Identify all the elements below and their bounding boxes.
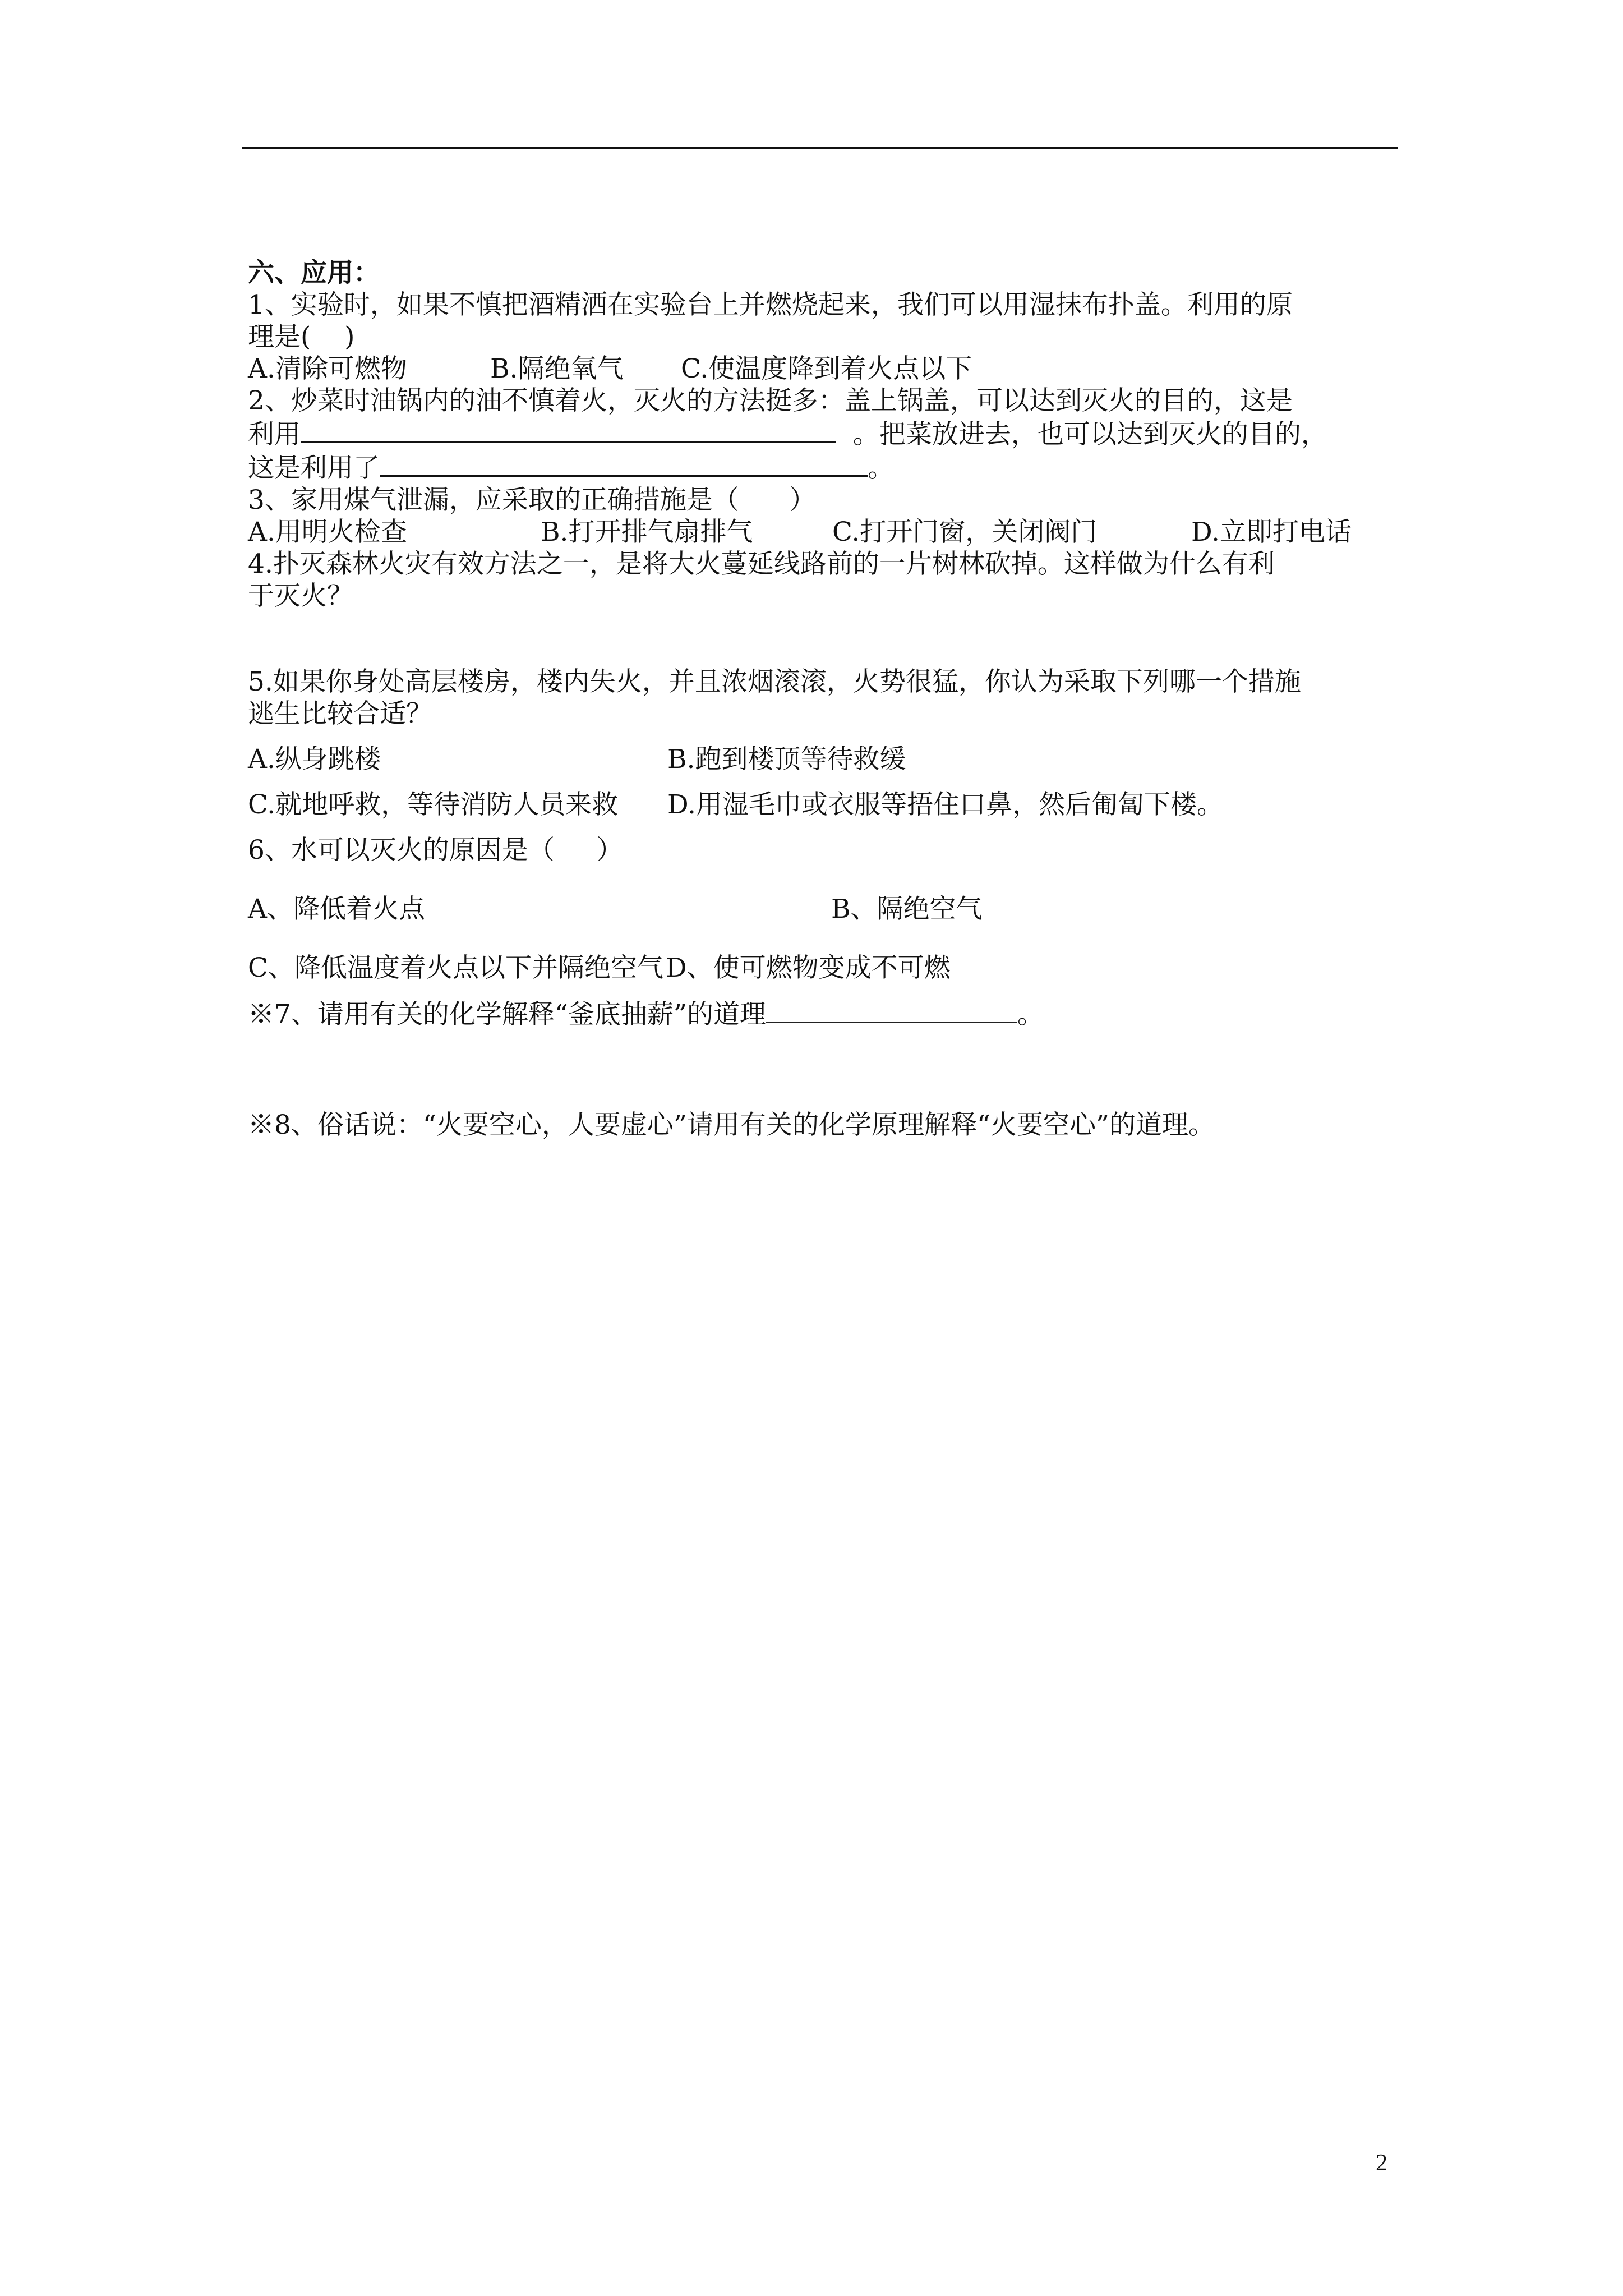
question-6 xyxy=(248,834,1398,984)
question-3-options xyxy=(248,516,1398,548)
question-6-option-b: B、隔绝空气 xyxy=(831,894,983,924)
question-5-option-a: A.纵身跳楼 xyxy=(248,744,381,775)
question-5 xyxy=(248,666,1398,821)
question-5-options-row-1 xyxy=(248,743,1398,775)
answer-space-4 xyxy=(248,612,1398,666)
question-2-line-3 xyxy=(248,450,1398,484)
question-6-option-a: A、降低着火点 xyxy=(248,894,425,924)
question-1-line-2: 理是( ) xyxy=(248,321,355,352)
worksheet-content xyxy=(248,257,1398,1141)
question-2-line-2-suffix: 。把菜放进去，也可以达到灭火的目的， xyxy=(852,419,1327,450)
question-1-option-c: C.使温度降到着火点以下 xyxy=(681,353,972,384)
question-7 xyxy=(248,997,1398,1030)
answer-blank-7[interactable] xyxy=(766,997,1017,1023)
question-1-option-b: B.隔绝氧气 xyxy=(490,353,624,384)
page-number: 2 xyxy=(1376,2150,1387,2176)
question-3-option-d: D.立即打电话 xyxy=(1191,517,1352,547)
question-4-line-1: 4.扑灭森林火灾有效方法之一，是将大火蔓延线路前的一片树林砍掉。这样做为什么有利 xyxy=(248,549,1275,579)
question-6-options-row-2 xyxy=(248,952,1398,984)
answer-space-7 xyxy=(248,1030,1398,1109)
section-title: 六、应用： xyxy=(248,257,380,288)
question-7-suffix: 。 xyxy=(1017,999,1044,1030)
question-4 xyxy=(248,548,1398,612)
question-7-prefix: ※7、请用有关的化学解释“釜底抽薪”的道理 xyxy=(248,999,766,1030)
question-5-option-c: C.就地呼救，等待消防人员来救 xyxy=(248,789,619,820)
question-1-options xyxy=(248,353,1398,385)
question-3-option-b: B.打开排气扇排气 xyxy=(541,517,753,547)
question-3-option-a: A.用明火检查 xyxy=(248,517,407,547)
answer-blank-2a[interactable] xyxy=(301,417,836,443)
question-2-line-3-prefix: 这是利用了 xyxy=(248,453,380,484)
question-1-line-1: 1、实验时，如果不慎把酒精洒在实验台上并燃烧起来，我们可以用湿抹布扑盖。利用的原 xyxy=(248,289,1293,320)
question-8: ※8、俗话说：“火要空心，人要虚心”请用有关的化学原理解释“火要空心”的道理。 xyxy=(248,1110,1215,1140)
header-rule xyxy=(242,147,1398,149)
question-5-option-b: B.跑到楼顶等待救缓 xyxy=(667,744,906,775)
question-2-line-2-prefix: 利用 xyxy=(248,419,301,450)
question-1 xyxy=(248,289,1398,385)
question-3-line-1: 3、家用煤气泄漏，应采取的正确措施是（ ） xyxy=(248,485,816,516)
question-2-line-1: 2、炒菜时油锅内的油不慎着火，灭火的方法挺多：盖上锅盖，可以达到灭火的目的，这是 xyxy=(248,385,1293,416)
question-2 xyxy=(248,385,1398,484)
question-6-line-1: 6、水可以灭火的原因是（ ） xyxy=(248,835,623,866)
question-5-option-d: D.用湿毛巾或衣服等捂住口鼻，然后匍匐下楼。 xyxy=(667,789,1223,820)
question-3-option-c: C.打开门窗，关闭阀门 xyxy=(832,517,1098,547)
question-6-option-d: D、使可燃物变成不可燃 xyxy=(666,953,951,983)
question-4-line-2: 于灭火？ xyxy=(248,581,353,611)
question-5-line-1: 5.如果你身处高层楼房，楼内失火，并且浓烟滚滚，火势很猛，你认为采取下列哪一个措施 xyxy=(248,666,1301,697)
question-6-options-row-1 xyxy=(248,893,1398,925)
question-5-line-2: 逃生比较合适？ xyxy=(248,698,432,729)
question-6-option-c: C、降低温度着火点以下并隔绝空气 xyxy=(248,953,663,983)
question-5-options-row-2 xyxy=(248,789,1398,821)
question-1-option-a: A.清除可燃物 xyxy=(248,353,407,384)
answer-blank-2b[interactable] xyxy=(380,450,868,477)
question-2-line-3-suffix: 。 xyxy=(868,453,894,484)
question-2-line-2 xyxy=(248,417,1398,450)
question-3 xyxy=(248,484,1398,548)
